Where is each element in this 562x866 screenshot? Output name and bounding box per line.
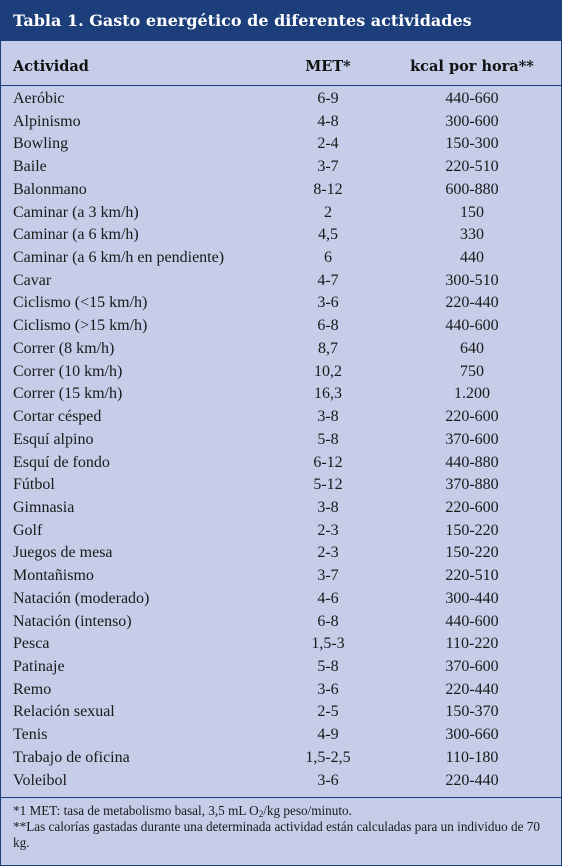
cell-met: 3-7 <box>317 158 339 176</box>
cell-activity: Correr (8 km/h) <box>13 339 115 357</box>
footnote-met-prefix: *1 MET: tasa de metabolismo basal, 3,5 mL O <box>13 803 259 818</box>
cell-kcal: 750 <box>460 362 484 380</box>
cell-activity: Patinaje <box>13 657 65 675</box>
table-header <box>1 49 561 85</box>
table-row <box>1 679 561 702</box>
cell-kcal: 440-660 <box>445 90 499 107</box>
table-row <box>1 179 561 202</box>
cell-activity: Ciclismo (<15 km/h) <box>13 294 148 312</box>
cell-met: 1,5-2,5 <box>305 748 351 766</box>
table-row <box>1 361 561 384</box>
cell-activity: Baile <box>13 158 47 176</box>
table-row <box>1 156 561 179</box>
footnote-kcal: **Las calorías gastadas durante una determinada actividad están calculadas para un individuo de 70 kg. <box>13 819 540 850</box>
table-row <box>1 747 561 770</box>
table-row <box>1 611 561 634</box>
cell-activity: Natación (intenso) <box>13 612 132 630</box>
cell-met: 6-9 <box>317 90 339 107</box>
cell-activity: Golf <box>13 521 43 539</box>
cell-activity: Balonmano <box>13 180 87 198</box>
cell-activity: Montañismo <box>13 567 94 585</box>
cell-activity: Trabajo de oficina <box>13 748 130 766</box>
cell-activity: Remo <box>13 680 52 698</box>
cell-activity: Tenis <box>13 726 48 744</box>
table-row <box>1 133 561 156</box>
table-row <box>1 88 561 111</box>
cell-met: 2-5 <box>317 703 339 721</box>
cell-kcal: 220-440 <box>445 771 499 789</box>
cell-met: 16,3 <box>314 385 342 403</box>
cell-activity: Aeróbic <box>13 90 65 107</box>
cell-kcal: 440 <box>460 249 484 267</box>
cell-met: 6-8 <box>317 317 339 335</box>
table-row <box>1 406 561 429</box>
cell-met: 3-6 <box>317 771 339 789</box>
cell-activity: Alpinismo <box>13 112 81 130</box>
cell-kcal: 300-440 <box>445 589 499 607</box>
cell-kcal: 370-600 <box>445 657 499 675</box>
cell-met: 10,2 <box>314 362 342 380</box>
cell-kcal: 370-600 <box>445 430 499 448</box>
footnote-met-suffix: /kg peso/minuto. <box>263 803 352 818</box>
cell-activity: Fútbol <box>13 476 55 494</box>
table-row <box>1 247 561 270</box>
cell-activity: Correr (15 km/h) <box>13 385 123 403</box>
table-row <box>1 565 561 588</box>
cell-kcal: 330 <box>460 226 484 244</box>
cell-kcal: 150-220 <box>445 521 499 539</box>
cell-kcal: 150-220 <box>445 544 499 562</box>
cell-kcal: 600-880 <box>445 180 499 198</box>
cell-activity: Esquí de fondo <box>13 453 110 471</box>
footnote-met <box>13 803 553 819</box>
table-row <box>1 315 561 338</box>
cell-activity: Caminar (a 6 km/h en pendiente) <box>13 249 225 267</box>
cell-activity: Caminar (a 6 km/h) <box>13 226 139 244</box>
cell-met: 3-7 <box>317 567 339 585</box>
cell-kcal: 150-300 <box>445 135 499 153</box>
cell-activity: Correr (10 km/h) <box>13 362 123 380</box>
cell-activity: Ciclismo (>15 km/h) <box>13 317 148 335</box>
cell-met: 1,5-3 <box>311 635 345 653</box>
cell-met: 2 <box>324 203 332 221</box>
cell-met: 3-6 <box>317 680 339 698</box>
cell-met: 5-8 <box>317 430 339 448</box>
cell-kcal: 220-440 <box>445 294 499 312</box>
cell-activity: Relación sexual <box>13 703 115 721</box>
cell-met: 8-12 <box>313 180 343 198</box>
cell-activity: Bowling <box>13 135 69 153</box>
cell-met: 3-8 <box>317 408 339 426</box>
cell-kcal: 440-600 <box>445 612 499 630</box>
table-row <box>1 292 561 315</box>
cell-kcal: 220-600 <box>445 408 499 426</box>
table-title: Tabla 1. Gasto energético de diferentes actividades <box>1 1 561 41</box>
cell-met: 2-3 <box>317 544 339 562</box>
table-row <box>1 111 561 134</box>
cell-met: 6 <box>324 249 332 267</box>
column-header-activity: Actividad <box>13 58 89 75</box>
cell-kcal: 220-510 <box>445 158 499 176</box>
footnote-met-subscript: 2 <box>258 809 264 819</box>
cell-kcal: 110-180 <box>445 748 499 766</box>
cell-kcal: 150-370 <box>445 703 499 721</box>
cell-met: 3-6 <box>317 294 339 312</box>
table-row <box>1 770 561 793</box>
table-row <box>1 202 561 225</box>
cell-activity: Juegos de mesa <box>13 544 113 562</box>
footnotes <box>13 803 553 851</box>
cell-kcal: 220-440 <box>445 680 499 698</box>
table-row <box>1 429 561 452</box>
column-header-met: MET* <box>305 58 351 75</box>
cell-activity: Cavar <box>13 271 52 289</box>
cell-activity: Cortar césped <box>13 408 102 426</box>
cell-activity: Esquí alpino <box>13 430 94 448</box>
table-row <box>1 452 561 475</box>
cell-kcal: 300-600 <box>445 112 499 130</box>
table-row <box>1 656 561 679</box>
cell-kcal: 440-600 <box>445 317 499 335</box>
cell-met: 3-8 <box>317 498 339 516</box>
cell-kcal: 300-510 <box>445 271 499 289</box>
cell-activity: Caminar (a 3 km/h) <box>13 203 139 221</box>
table-row <box>1 383 561 406</box>
cell-kcal: 300-660 <box>445 726 499 744</box>
cell-kcal: 440-880 <box>445 453 499 471</box>
footer-rule <box>1 797 561 798</box>
cell-met: 2-4 <box>317 135 339 153</box>
table-row <box>1 520 561 543</box>
table-row <box>1 633 561 656</box>
table-row <box>1 338 561 361</box>
cell-met: 5-12 <box>313 476 343 494</box>
cell-kcal: 220-510 <box>445 567 499 585</box>
cell-met: 4-7 <box>317 271 339 289</box>
table-row <box>1 497 561 520</box>
cell-met: 6-8 <box>317 612 339 630</box>
cell-met: 4,5 <box>318 226 338 244</box>
cell-met: 8,7 <box>318 339 338 357</box>
table-row <box>1 542 561 565</box>
table-row <box>1 588 561 611</box>
cell-activity: Voleibol <box>13 771 67 789</box>
cell-met: 4-8 <box>317 112 339 130</box>
cell-activity: Natación (moderado) <box>13 589 150 607</box>
column-header-kcal: kcal por hora** <box>410 58 534 75</box>
cell-kcal: 110-220 <box>445 635 499 653</box>
table-body <box>1 88 561 792</box>
cell-met: 2-3 <box>317 521 339 539</box>
cell-met: 5-8 <box>317 657 339 675</box>
table-row <box>1 724 561 747</box>
cell-met: 6-12 <box>313 453 343 471</box>
cell-kcal: 1.200 <box>454 385 490 403</box>
cell-kcal: 640 <box>460 339 484 357</box>
table-row <box>1 270 561 293</box>
cell-kcal: 150 <box>460 203 484 221</box>
cell-met: 4-9 <box>317 726 339 744</box>
header-rule <box>1 85 561 86</box>
cell-activity: Gimnasia <box>13 498 75 516</box>
cell-activity: Pesca <box>13 635 50 653</box>
cell-met: 4-6 <box>317 589 339 607</box>
table-row <box>1 474 561 497</box>
cell-kcal: 370-880 <box>445 476 499 494</box>
cell-kcal: 220-600 <box>445 498 499 516</box>
table-row <box>1 701 561 724</box>
table-row <box>1 224 561 247</box>
